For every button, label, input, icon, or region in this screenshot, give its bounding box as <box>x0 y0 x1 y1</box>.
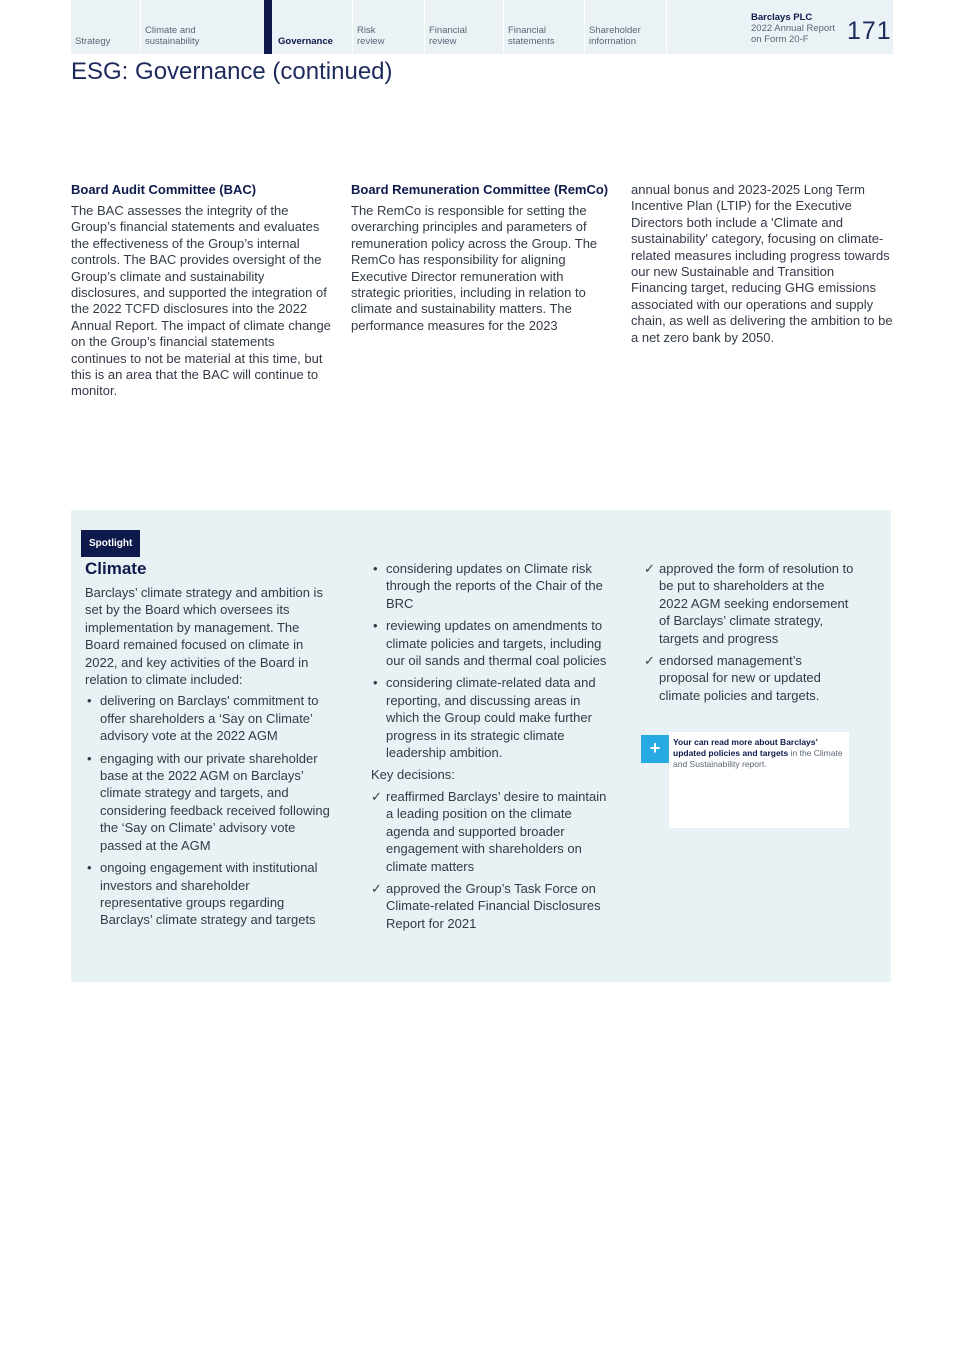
spotlight-intro: Barclays’ climate strategy and ambition is set by the Board which oversees its implementation by management. The Board remained focused on climate in 2022, and key activities of the Board in relation to climate included: <box>85 585 323 688</box>
list-item: • engaging with our private shareholder base at the 2022 AGM on Barclays’ climate strategy and targets, and considering feedback received following the ‘Say on Climate’ advisory vote passed at the AGM <box>85 750 333 854</box>
page-title: ESG: Governance (continued) <box>71 58 393 85</box>
bac-section <box>71 182 333 400</box>
activities-list-2 <box>371 560 611 761</box>
remco-section <box>351 182 613 334</box>
tab-label: Risk review <box>357 25 385 47</box>
tab-financial-statements[interactable] <box>503 0 584 54</box>
read-more-card <box>669 732 849 828</box>
tab-financial-review[interactable] <box>424 0 503 54</box>
spotlight-col-1 <box>85 584 333 934</box>
spotlight-col-2 <box>371 560 611 937</box>
tab-label: Strategy <box>75 36 111 47</box>
tab-label: Shareholder information <box>589 25 641 47</box>
list-item: • considering climate-related data and reporting, and discussing areas in which the Group could make further progress in its strategic climate leadership ambition. <box>371 674 611 761</box>
read-more-emphasis: Your can read more about Barclays’ updated policies and targets <box>673 737 818 758</box>
spotlight-panel <box>71 510 891 982</box>
tab-shareholder-information[interactable] <box>584 0 666 54</box>
decisions-list-1 <box>371 788 611 932</box>
report-name: 2022 Annual Report <box>751 23 835 34</box>
remco-body: The RemCo is responsible for setting the overarching principles and parameters of remuneration policy across the Group. The RemCo has responsibility for aligning Executive Director remuneration with strategic priorities, including in relation to climate and sustainability matters. The performance measures for the 2023 <box>351 203 598 333</box>
decision-item: ✓ approved the Group’s Task Force on Climate-related Financial Disclosures Report for 2021 <box>371 880 611 932</box>
company-name: Barclays PLC <box>751 12 813 23</box>
tab-label: Governance <box>278 36 333 47</box>
remco-continuation <box>631 182 893 346</box>
tab-climate-and-sustainability[interactable] <box>140 0 264 54</box>
page-number: 171 <box>847 17 892 45</box>
spotlight-title: Climate <box>85 559 147 578</box>
read-more-text: in the Climate and Sustainability report. <box>673 748 843 769</box>
read-more-callout[interactable] <box>641 732 849 828</box>
report-info <box>751 12 851 45</box>
bac-body: The BAC assesses the integrity of the Group’s financial statements and evaluates the effectiveness of the Group’s internal controls. The BAC provides oversight of the Group’s climate and sustainability disclosures, and supported the integration of the 2022 TCFD disclosures into the 2022 Annual Report. The impact of climate change on the Group’s financial statements continues to not be material at this time, but this is an area that the BAC will continue to monitor. <box>71 203 331 399</box>
tab-label: Financial statements <box>508 25 555 47</box>
spotlight-col-3 <box>644 560 854 709</box>
plus-icon: + <box>641 735 669 763</box>
decisions-list-2 <box>644 560 854 704</box>
list-item: • ongoing engagement with institutional investors and shareholder representative groups regarding Barclays’ climate strategy and targets <box>85 859 333 929</box>
report-form: on Form 20-F <box>751 34 809 45</box>
decision-item: ✓ endorsed management’s proposal for new or updated climate policies and targets. <box>644 652 854 704</box>
tab-label: Financial review <box>429 25 468 47</box>
activities-list-1 <box>85 692 333 928</box>
tab-label: Climate and sustainability <box>145 25 200 47</box>
list-item: • reviewing updates on amendments to climate policies and targets, including our oil sands and thermal coal policies <box>371 617 611 669</box>
remco-heading: Board Remuneration Committee (RemCo) <box>351 182 609 197</box>
remco-body-continued: annual bonus and 2023-2025 Long Term Incentive Plan (LTIP) for the Executive Directors both include a 'Climate and sustainability' category, focusing on climate-related measures including progress towards our new Sustainable and Transition Financing target, reducing GHG emissions associated with our operations and supply chain, as well as delivering the ambition to be a net zero bank by 2050. <box>631 182 893 345</box>
bac-heading: Board Audit Committee (BAC) <box>71 182 257 197</box>
tab-strategy[interactable] <box>71 0 140 54</box>
key-decisions-label: Key decisions: <box>371 767 455 783</box>
decision-item: ✓ approved the form of resolution to be put to shareholders at the 2022 AGM seeking endorsement of Barclays’ climate strategy, targets and progress <box>644 560 854 647</box>
tab-risk-review[interactable] <box>352 0 424 54</box>
tab-governance[interactable] <box>264 0 352 54</box>
spotlight-badge: Spotlight <box>81 530 140 557</box>
decision-item: ✓ reaffirmed Barclays’ desire to maintain a leading position on the climate agenda and supported broader engagement with shareholders on climate matters <box>371 788 611 875</box>
list-item: • considering updates on Climate risk through the reports of the Chair of the BRC <box>371 560 611 612</box>
list-item: • delivering on Barclays' commitment to offer shareholders a ‘Say on Climate’ advisory vote at the 2022 AGM <box>85 692 333 744</box>
